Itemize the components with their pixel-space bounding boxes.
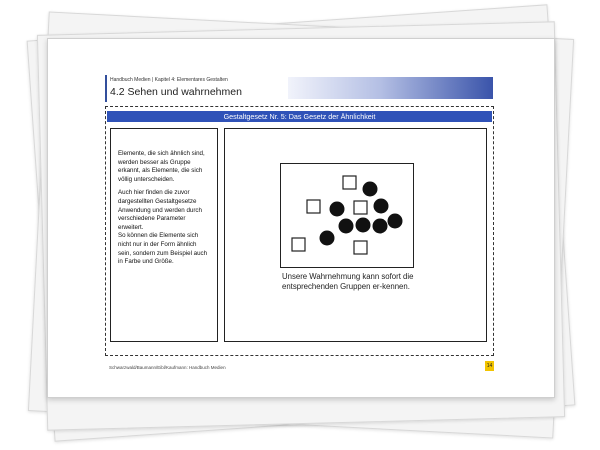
circle-shape [339, 219, 354, 234]
circle-shape [320, 231, 335, 246]
square-shape [343, 176, 356, 189]
circle-shape [363, 182, 378, 197]
circle-shape [374, 199, 389, 214]
square-shape [307, 200, 320, 213]
square-shape [354, 201, 367, 214]
figure-caption: Unsere Wahrnehmung kann sofort die entsprechenden Gruppen er-kennen. [282, 272, 414, 291]
page-title: 4.2 Sehen und wahrnehmen [110, 86, 242, 98]
text-panel [110, 128, 218, 342]
shapes-figure [281, 164, 413, 267]
header-gradient-band [288, 77, 493, 99]
text-paragraph: Elemente, die sich ähnlich sind, werden besser als Gruppe erkannt, als Elemente, die sich völlig unterscheiden. [118, 150, 205, 183]
text-paragraph: Auch hier finden die zuvor dargestellten Gestaltgesetze Anwendung und werden durch verschiedene Parameter erweitert. [118, 189, 202, 231]
circle-shape [373, 219, 388, 234]
similarity-illustration [280, 163, 414, 268]
text-paragraph: So können die Elemente sich nicht nur in der Form ähnlich sein, sondern zum Beispiel auch in Farbe und Größe. [118, 232, 208, 266]
circle-shape [388, 214, 403, 229]
footer-credit: Schwarzwald/Baumann/Eibl/Kaufmann: Handbuch Medien [109, 365, 226, 370]
circle-shape [330, 202, 345, 217]
header-accent-line [105, 75, 107, 102]
square-shape [354, 241, 367, 254]
section-title: Gestaltgesetz Nr. 5: Das Gesetz der Ähnlichkeit [107, 111, 492, 122]
breadcrumb: Handbuch Medien | Kapitel 4: Elementares Gestalten [110, 77, 228, 83]
page-number-badge: 14 [486, 363, 493, 369]
circle-shape [356, 218, 371, 233]
square-shape [292, 238, 305, 251]
